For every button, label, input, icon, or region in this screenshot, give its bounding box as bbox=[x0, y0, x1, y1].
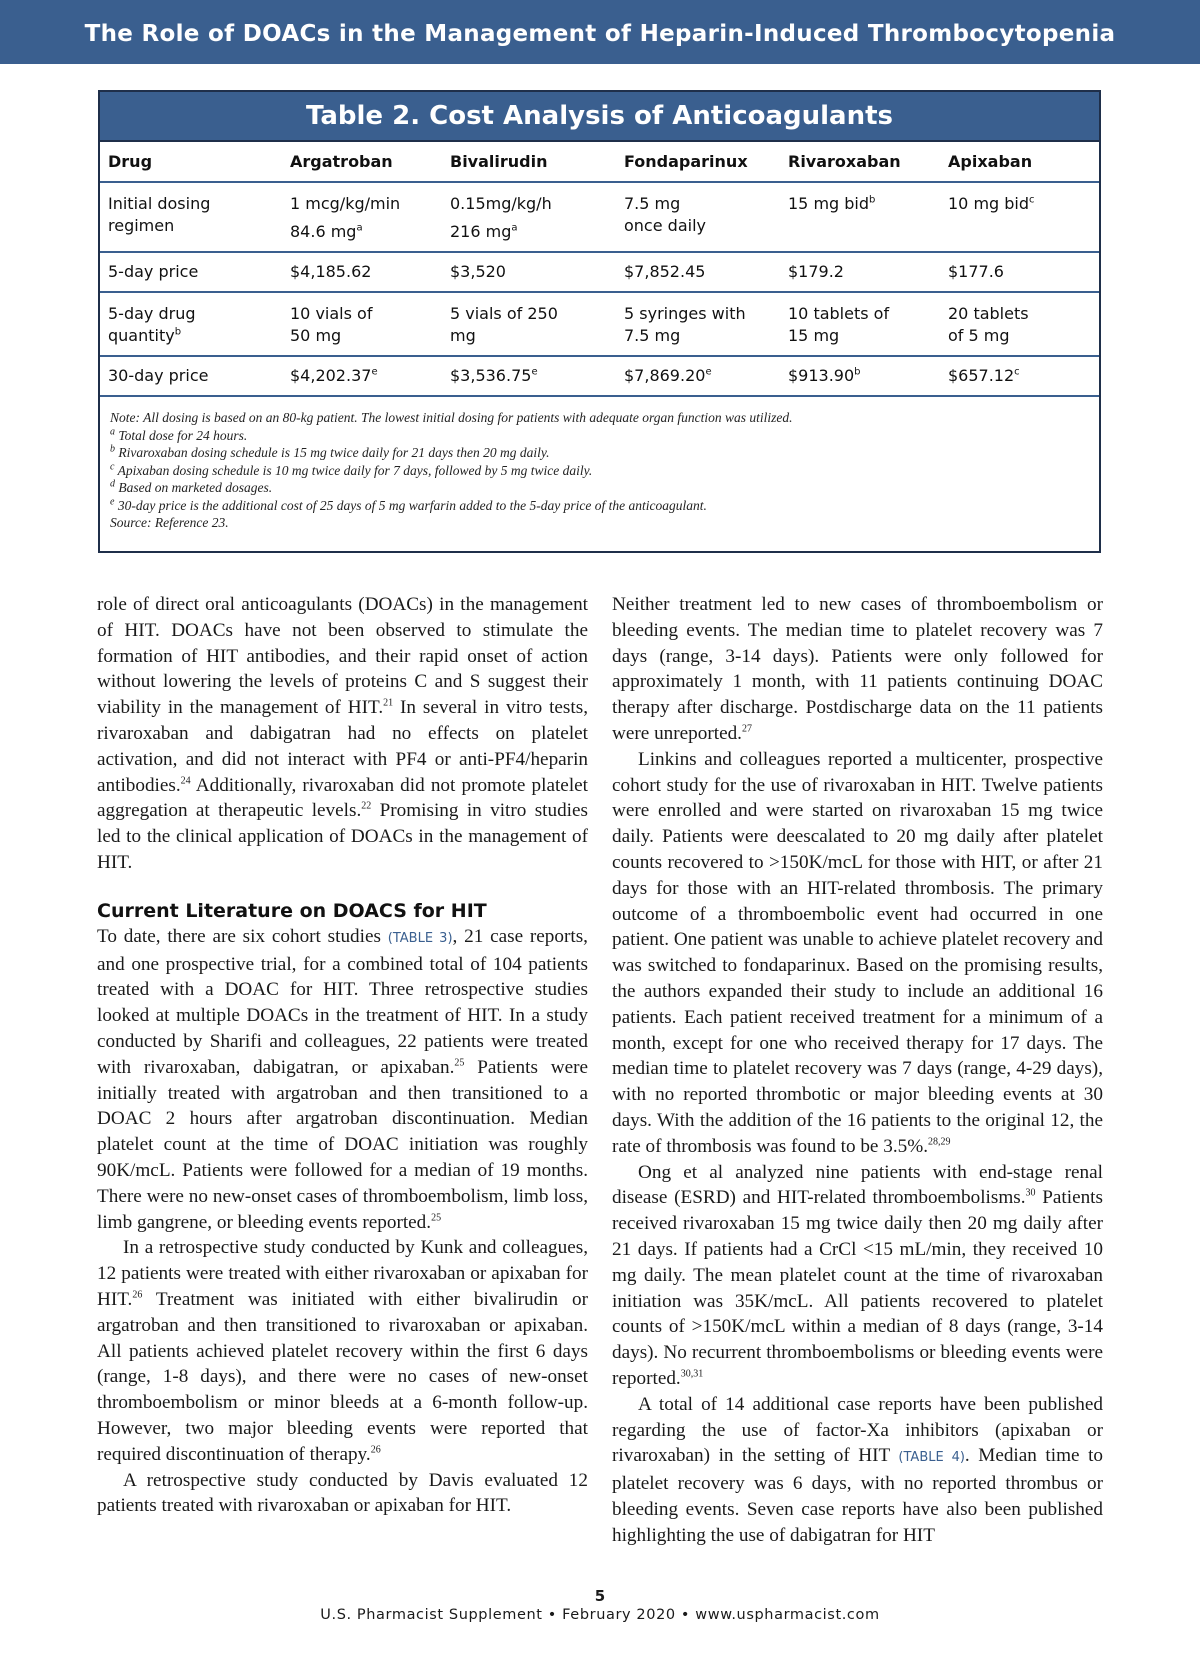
paragraph: To date, there are six cohort studies (TABLE 3), 21 case reports, and one prospective trial, for a combined total of 104 patients treated with a DOAC for HIT. Three retrospective studies looked at multiple DOACs in the treatment of HIT. In a study conducted by Sharifi and colleagues, 22 patients were treated with rivaroxaban, dabigatran, or apixaban.$^{25}$ Patients were initially treated with argatroban and then transitioned to a DOAC 2 hours after argatroban discontinuation. Median platelet count at the time of DOAC initiation was roughly 90K/mcL. Patients were followed for a median of 19 months. There were no new-onset cases of thromboembolism, limb loss, limb gangrene, or bleeding events reported.$^{25}$ bbox=[97, 925, 588, 1233]
paragraph: A total of 14 additional case reports have been published regarding the use of factor-Xa inhibitors (apixaban or rivaroxaban) in the setting of HIT (TABLE 4). Median time to platelet recovery was 6 days, with no reported thrombus or bleeding events. Seven case reports have also been published highlighting the use of dabigatran for HIT bbox=[612, 1393, 1103, 1546]
table-note: $^a$ Total dose for 24 hours. bbox=[110, 426, 248, 443]
table-row-initial-dosing bbox=[100, 182, 1099, 252]
left-column bbox=[97, 592, 588, 1519]
table-row-30day-price bbox=[100, 356, 1099, 396]
cost-analysis-table bbox=[100, 142, 1099, 397]
cell-apixaban: $657.12$^c$ bbox=[940, 356, 1099, 396]
cell-fondaparinux: $7,869.20e bbox=[616, 356, 780, 396]
col-header-drug: Drug bbox=[100, 142, 282, 182]
footer-publication-line: U.S. Pharmacist Supplement • February 2020 • www.uspharmacist.com bbox=[320, 1607, 880, 1623]
paragraph: Ong et al analyzed nine patients with end-stage renal disease (ESRD) and HIT-related thromboembolisms.$^{30}$ Patients received rivaroxaban 15 mg twice daily then 20 mg daily after 21 days. If patients had a CrCl <15 mL/min, they received 10 mg daily. The mean platelet count at the time of rivaroxaban initiation was 35K/mcL. All patients recovered to platelet counts of >150K/mcL within a median of 8 days (range, 3-14 days). No recurrent thromboembolisms or bleeding events were reported.$^{30,31}$ bbox=[612, 1161, 1103, 1389]
running-header-title: The Role of DOACs in the Management of Heparin-Induced Thrombocytopenia bbox=[84, 20, 1116, 47]
paragraph: Linkins and colleagues reported a multicenter, prospective cohort study for the use of rivaroxaban in HIT. Twelve patients were enrolled and were started on rivaroxaban 15 mg twice daily. Patients were deescalated to 20 mg daily after platelet counts recovered to >150K/mcL for those with HIT, or after 21 days for those with an HIT-related thrombosis. The primary outcome of a thromboembolic event had occurred in one patient. One patient was unable to achieve platelet recovery and was switched to fondaparinux. Based on the promising results, the authors expanded their study to include an additional 16 patients. Each patient received treatment for a minimum of a month, except for one who received therapy for 17 days. The median time to platelet recovery was 7 days (range, 4-29 days), with no reported thrombotic or major bleeding events at 30 days. With the addition of the 16 patients to the original 12, the rate of thrombosis was found to be 3.5%.$^{28,29}$ bbox=[612, 748, 1103, 1157]
cell-argatroban: $4,202.37e bbox=[282, 356, 442, 396]
table-notes bbox=[100, 397, 1099, 532]
table-note: $^c$ Apixaban dosing schedule is 10 mg twice daily for 7 days, followed by 5 mg twice daily. bbox=[110, 461, 593, 478]
cell-rivaroxaban: 10 tablets of 15 mg bbox=[780, 292, 940, 356]
running-header bbox=[0, 0, 1200, 64]
table-note-source: Source: Reference 23. bbox=[110, 515, 229, 530]
paragraph: In a retrospective study conducted by Kunk and colleagues, 12 patients were treated with either rivaroxaban or apixaban for HIT.$^{26}$ Treatment was initiated with either bivalirudin or argatroban and then transitioned to rivaroxaban or apixaban. All patients achieved platelet recovery within the first 6 days (range, 1-8 days), and there were no cases of new-onset thromboembolism or minor bleeds at a 6-month follow-up. However, two major bleeding events were reported that required discontinuation of therapy.$^{26}$ bbox=[97, 1237, 588, 1465]
cell-bivalirudin: $3,536.75e bbox=[442, 356, 616, 396]
table-title: Table 2. Cost Analysis of Anticoagulants bbox=[100, 92, 1099, 142]
col-header-bivalirudin: Bivalirudin bbox=[442, 142, 616, 182]
cell-argatroban: $4,185.62 bbox=[282, 252, 442, 292]
table-row-5day-quantity bbox=[100, 292, 1099, 356]
cell-bivalirudin: $3,520 bbox=[442, 252, 616, 292]
paragraph: Neither treatment led to new cases of thromboembolism or bleeding events. The median time to platelet recovery was 7 days (range, 3-14 days). Patients were only followed for approximately 1 month, with 11 patients continuing DOAC therapy after discharge. Postdischarge data on the 11 patients were unreported.$^{27}$ bbox=[612, 594, 1103, 744]
cell-label: 5-day price bbox=[100, 252, 282, 292]
section-heading: Current Literature on DOACS for HIT bbox=[97, 899, 487, 922]
cell-label: 30-day price bbox=[100, 356, 282, 396]
table-note: $^b$ Rivaroxaban dosing schedule is 15 mg twice daily for 21 days then 20 mg daily. bbox=[110, 443, 550, 460]
cell-fondaparinux: 7.5 mg once daily bbox=[616, 182, 780, 252]
cell-bivalirudin: 0.15mg/kg/h 216 $mg^a$ bbox=[442, 182, 616, 252]
col-header-argatroban: Argatroban bbox=[282, 142, 442, 182]
cell-fondaparinux: 5 syringes with 7.5 mg bbox=[616, 292, 780, 356]
table-note: $^d$ Based on marketed dosages. bbox=[110, 478, 273, 495]
cell-rivaroxaban: $913.90$^b$ bbox=[780, 356, 940, 396]
cell-label: 5-day drug quantity$^b$ bbox=[100, 292, 282, 356]
cost-table-box bbox=[98, 90, 1101, 553]
cell-label: Initial dosing regimen bbox=[100, 182, 282, 252]
paragraph: role of direct oral anticoagulants (DOACs) in the management of HIT. DOACs have not been observed to stimulate the formation of HIT antibodies, and their rapid onset of action without lowering the levels of proteins C and S suggest their viability in the management of HIT.$^{21}$ In several in vitro tests, rivaroxaban and dabigatran had no effects on platelet activation, and did not interact with PF4 or anti-PF4/heparin antibodies.$^{24}$ Additionally, rivaroxaban did not promote platelet aggregation at therapeutic levels.$^{22}$ Promising in vitro studies led to the clinical application of DOACs in the management of HIT. bbox=[97, 594, 589, 873]
col-header-rivaroxaban: Rivaroxaban bbox=[780, 142, 940, 182]
table-header-row bbox=[100, 142, 1099, 182]
cell-rivaroxaban: 15 mg bid$^b$ bbox=[780, 182, 940, 252]
cell-apixaban: 10 mg bid$^c$ bbox=[940, 182, 1099, 252]
right-column bbox=[612, 592, 1103, 1548]
cell-argatroban: 10 vials of 50 mg bbox=[282, 292, 442, 356]
paragraph: A retrospective study conducted by Davis evaluated 12 patients treated with rivaroxaban or apixaban for HIT. bbox=[97, 1469, 588, 1517]
table-row-5day-price bbox=[100, 252, 1099, 292]
page-number: 5 bbox=[594, 1587, 606, 1605]
cell-fondaparinux: $7,852.45 bbox=[616, 252, 780, 292]
table-reference-link[interactable]: (TABLE 3) bbox=[387, 930, 453, 946]
table-reference-link[interactable]: (TABLE 4) bbox=[898, 1450, 965, 1466]
cell-apixaban: 20 tablets of 5 mg bbox=[940, 292, 1099, 356]
cell-rivaroxaban: $179.2 bbox=[780, 252, 940, 292]
table-note: $^e$ 30-day price is the additional cost of 25 days of 5 mg warfarin added to the 5-day price of the anticoagulant. bbox=[110, 496, 707, 513]
col-header-apixaban: Apixaban bbox=[940, 142, 1099, 182]
col-header-fondaparinux: Fondaparinux bbox=[616, 142, 780, 182]
cell-argatroban: 1 mcg/kg/min 84.6 $mg^a$ bbox=[282, 182, 442, 252]
cell-bivalirudin: 5 vials of 250 mg bbox=[442, 292, 616, 356]
cell-apixaban: $177.6 bbox=[940, 252, 1099, 292]
table-note: Note: All dosing is based on an 80-kg patient. The lowest initial dosing for patients with adequate organ function was utilized. bbox=[110, 410, 793, 425]
